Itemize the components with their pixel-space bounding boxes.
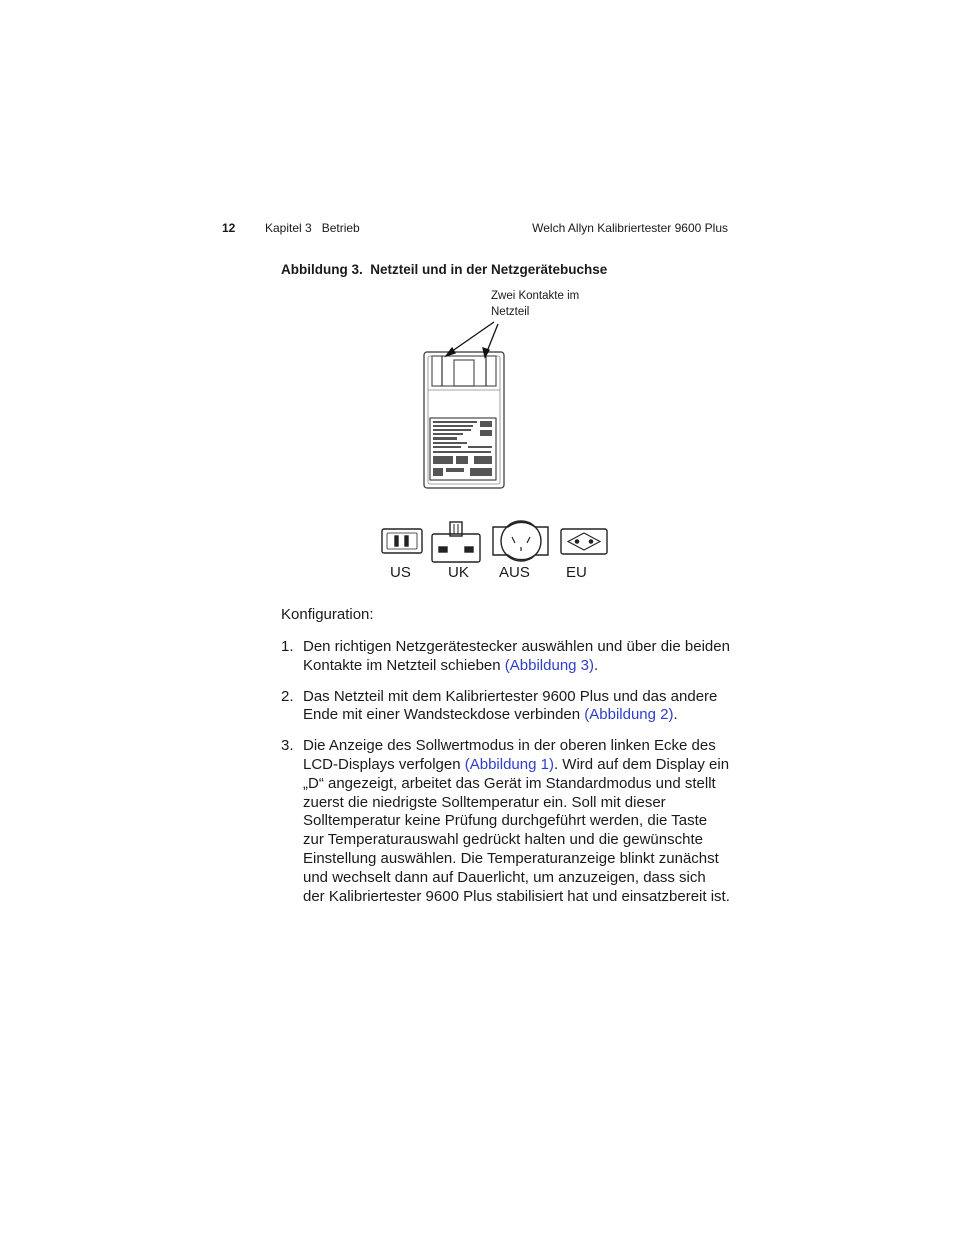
page-number: 12 — [222, 221, 236, 235]
callout-line: Zwei Kontakte im — [491, 290, 580, 302]
aus-plug-icon — [493, 521, 548, 561]
figure-callout — [491, 288, 601, 320]
power-adapter-illustration — [400, 318, 540, 498]
step-number: 3. — [281, 737, 294, 755]
step-number: 2. — [281, 687, 294, 705]
chapter-title: Kapitel 3 Betrieb — [265, 221, 360, 235]
step-text-end: . — [594, 656, 599, 674]
figure-link[interactable]: (Abbildung 1) — [464, 755, 554, 773]
steps-list — [281, 638, 731, 918]
plug-label-eu: EU — [566, 564, 587, 581]
plug-label-uk: UK — [448, 564, 469, 581]
document-title: Welch Allyn Kalibriertester 9600 Plus — [532, 221, 728, 235]
us-plug-icon — [382, 529, 422, 553]
list-item — [281, 638, 731, 676]
list-item — [281, 737, 731, 906]
intro-text: Konfiguration: — [281, 606, 374, 623]
figure-link[interactable]: (Abbildung 3) — [504, 656, 595, 674]
step-text: Das Netzteil mit dem Kalibriertester 9600 Plus und das andere Ende mit einer Wandsteckdose verbinden — [303, 687, 718, 724]
step-text-end: . — [673, 706, 678, 724]
figure-caption: Abbildung 3. Netzteil und in der Netzgerätebuchse — [281, 262, 608, 277]
step-number: 1. — [281, 638, 294, 655]
callout-line: Netzteil — [491, 306, 530, 318]
page-header — [222, 221, 728, 239]
figure-link[interactable]: (Abbildung 2) — [584, 706, 674, 724]
step-text-end: . Wird auf dem Display ein „D“ angezeigt, arbeitet das Gerät im Standardmodus und stellt zuerst die niedrigste Solltemperatur ein. Soll mit dieser Solltemperatur keine Prüfung durchgeführt werden, die Taste zur Temperaturauswahl gedrückt halten und die gewünschte Einstellung auswählen. Die Temperaturanzeige blinkt zunächst und wechselt dann auf Dauerlicht, um anzuzeigen, dass sich der Kalibriertester 9600 Plus stabilisiert hat und einsatzbereit ist. — [303, 755, 730, 905]
list-item — [281, 688, 731, 726]
step-text: Den richtigen Netzgerätestecker auswählen und über die beiden Kontakte im Netzteil schieben — [303, 638, 730, 674]
eu-plug-icon — [561, 529, 607, 554]
uk-plug-icon — [432, 522, 480, 562]
plug-types-illustration — [378, 518, 614, 568]
step-text: Die Anzeige des Sollwertmodus in der oberen linken Ecke des LCD-Displays verfolgen — [303, 737, 716, 773]
plug-label-us: US — [390, 564, 411, 581]
adapter-label-plate — [430, 418, 496, 480]
plug-label-aus: AUS — [499, 564, 530, 581]
